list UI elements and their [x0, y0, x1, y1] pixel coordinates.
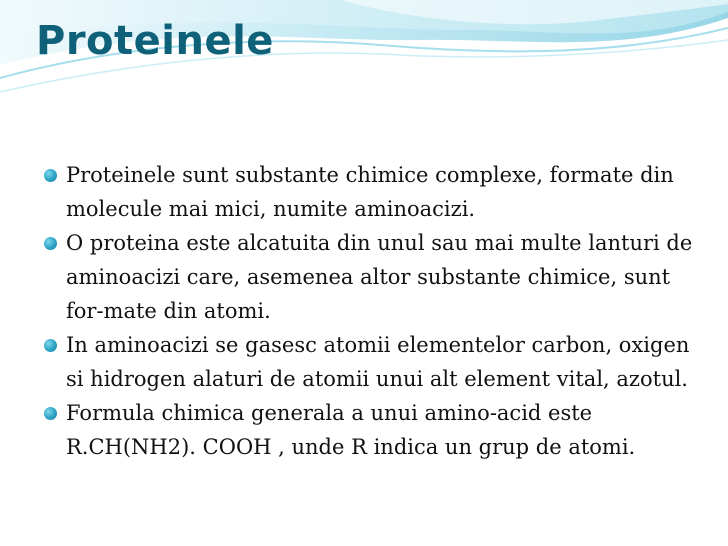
list-item — [44, 158, 694, 226]
list-item — [44, 328, 694, 396]
bullet-text: O proteina este alcatuita din unul sau mai multe lanturi de aminoacizi care, asemenea altor substante chimice, sunt for-mate din atomi. — [66, 231, 693, 323]
blue-sphere-bullet-icon — [44, 339, 57, 352]
blue-sphere-bullet-icon — [44, 169, 57, 182]
list-item — [44, 226, 694, 328]
blue-sphere-bullet-icon — [44, 237, 57, 250]
blue-sphere-bullet-icon — [44, 407, 57, 420]
list-item — [44, 396, 694, 464]
bullet-text: In aminoacizi se gasesc atomii elementelor carbon, oxigen si hidrogen alaturi de atomii unui alt element vital, azotul. — [66, 333, 690, 391]
slide-title: Proteinele — [36, 18, 274, 64]
bullet-text: Proteinele sunt substante chimice complexe, formate din molecule mai mici, numite aminoacizi. — [66, 163, 674, 221]
bullet-list — [44, 158, 694, 464]
bullet-text: Formula chimica generala a unui amino-acid este R.CH(NH2). COOH , unde R indica un grup de atomi. — [66, 401, 636, 459]
